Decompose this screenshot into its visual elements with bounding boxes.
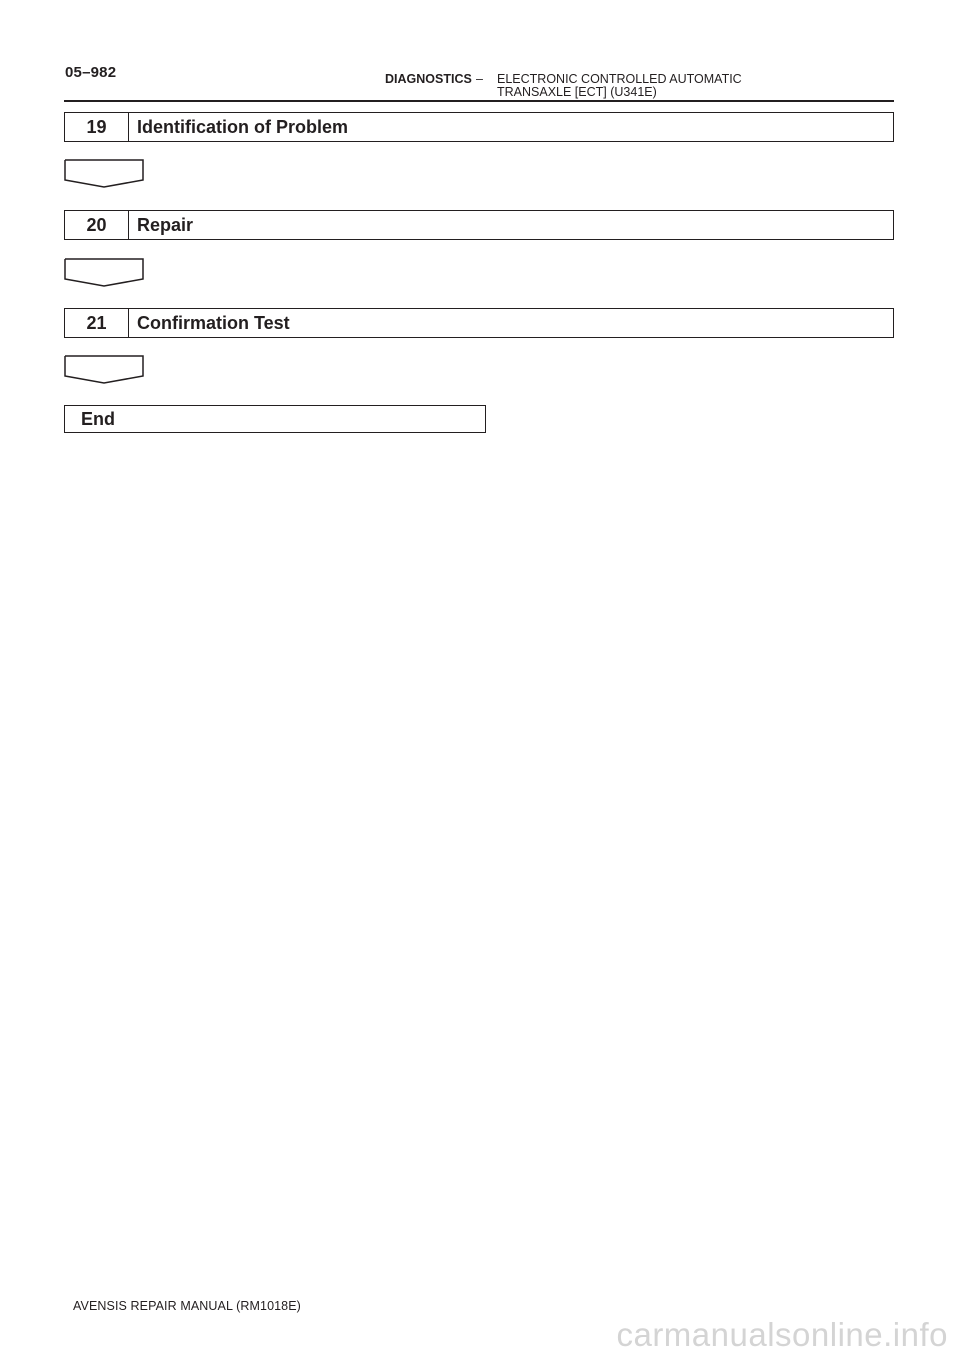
header-rule bbox=[64, 100, 894, 102]
end-box bbox=[64, 405, 486, 433]
step-number: 20 bbox=[65, 211, 129, 239]
step-title: Identification of Problem bbox=[137, 116, 349, 137]
flow-arrow-icon bbox=[64, 355, 144, 385]
step-number: 21 bbox=[65, 309, 129, 337]
flow-arrow-icon bbox=[64, 159, 144, 189]
header-title-line2: TRANSAXLE [ECT] (U341E) bbox=[497, 85, 657, 99]
watermark: carmanualsonline.info bbox=[616, 1316, 948, 1353]
step-box-19 bbox=[64, 112, 894, 142]
step-number: 19 bbox=[65, 113, 129, 141]
page-footer: AVENSIS REPAIR MANUAL (RM1018E) bbox=[73, 1299, 301, 1313]
header-dash: – bbox=[476, 72, 483, 86]
end-label: End bbox=[81, 408, 115, 429]
flow-arrow-icon bbox=[64, 258, 144, 288]
step-box-21 bbox=[64, 308, 894, 338]
step-box-20 bbox=[64, 210, 894, 240]
header-section: DIAGNOSTICS bbox=[385, 72, 472, 86]
step-title: Repair bbox=[137, 214, 194, 235]
header-title-line1: ELECTRONIC CONTROLLED AUTOMATIC bbox=[497, 72, 742, 86]
step-title: Confirmation Test bbox=[137, 312, 290, 333]
page-number: 05–982 bbox=[65, 64, 117, 81]
